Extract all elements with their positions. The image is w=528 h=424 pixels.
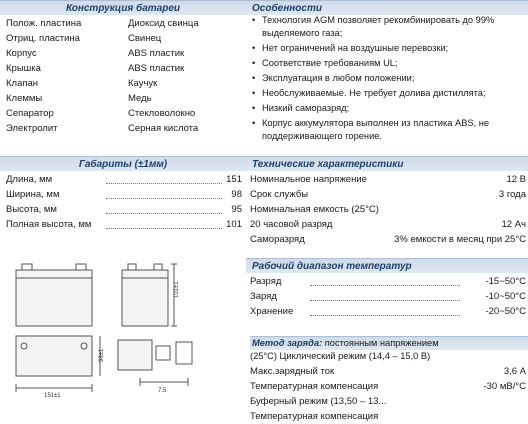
dimension-row [6,202,242,217]
dotted-leader [310,304,460,316]
specs-header: Технические характеристики [246,156,528,171]
spec-row [250,217,526,232]
charge-label: Буферный режим (13,50 – 13... [250,396,387,407]
construction-row [6,106,242,121]
feature-item: • Необслуживаемые. Не требует долива дистиллята; [252,87,522,100]
spec-value: 12 В [506,174,526,185]
charge-label: Макс.зарядный ток [250,366,335,377]
spec-value: 3 года [498,189,526,200]
temps-header: Рабочий диапазон температур [246,258,528,273]
feature-item: • Корпус аккумулятора выполнен из пластика ABS, не поддерживающего горение. [252,117,522,143]
construction-value: Серная кислота [128,123,199,134]
features-header: Особенности [246,0,528,15]
construction-value: Свинец [128,33,162,44]
construction-row [6,121,242,136]
spec-value: 12 Ач [501,219,526,230]
temp-label: Разряд [250,276,282,287]
construction-label: Корпус [6,48,37,59]
temp-row [250,274,526,289]
features-list [252,14,522,145]
construction-label: Отриц. пластина [6,33,80,44]
construction-label: Клапан [6,78,39,89]
construction-label: Электролит [6,123,58,134]
construction-row [6,91,242,106]
spec-row [250,202,526,217]
dotted-leader [310,289,460,301]
construction-row [6,61,242,76]
construction-row [6,31,242,46]
charge-label: Температурная компенсация [250,411,379,422]
dimension-value: 95 [231,204,242,215]
charge-row [250,379,526,394]
feature-item: • Нет ограничений на воздушные перевозки; [252,42,522,55]
dotted-leader [106,172,222,184]
dim-length-label: 151±1 [44,393,61,399]
spec-label: 20 часовой разряд [250,219,333,230]
dotted-leader [310,274,460,286]
construction-label: Клеммы [6,93,43,104]
spec-row [250,187,526,202]
feature-item: • Технология AGM позволяет рекомбинировать до 99% выделяемого газа; [252,14,522,40]
dimension-row [6,187,242,202]
construction-row [6,16,242,31]
dimension-value: 98 [231,189,242,200]
construction-value: Медь [128,93,152,104]
construction-label: Крышка [6,63,41,74]
charge-row [250,409,526,424]
dimension-value: 151 [226,174,242,185]
construction-value: Стекловолокно [128,108,196,119]
battery-drawing [0,252,246,412]
top-view [16,336,92,376]
temp-value: -20~50°C [485,306,526,317]
dim-full-label: 101±1 [174,281,180,298]
charge-row [250,364,526,379]
dimension-label: Полная высота, мм [6,219,92,230]
temp-label: Хранение [250,306,294,317]
charge-row [250,394,526,409]
dimension-label: Длина, мм [6,174,53,185]
construction-value: ABS пластик [128,63,185,74]
temp-value: -10~50°C [485,291,526,302]
feature-item: • Низкий саморазряд; [252,102,522,115]
charge-title: Метод заряда: [252,338,323,348]
temp-label: Заряд [250,291,277,302]
charge-value: 3,6 А [503,366,526,377]
spec-row [250,172,526,187]
dotted-leader [106,202,222,214]
charge-cycle: (25°C) Циклический режим (14,4 – 15,0 В) [250,351,431,361]
spec-label: Номинальная емкость (25°C) [250,204,379,215]
temp-value: -15~50°C [485,276,526,287]
feature-item: • Соответствие требованиям UL; [252,57,522,70]
charge-value: -30 мВ/°C [483,381,526,392]
spec-label: Саморазряд [250,234,305,245]
construction-header: Конструкция батареи [0,0,246,15]
construction-value: Каучук [128,78,158,89]
spec-row [250,232,526,247]
temp-row [250,289,526,304]
construction-value: Диоксид свинца [128,18,199,29]
dotted-leader [106,217,222,229]
terminal-detail [118,340,152,370]
dimensions-header: Габариты (±1мм) [0,156,246,171]
construction-label: Сепаратор [6,108,54,119]
construction-label: Полож. пластина [6,18,82,29]
construction-value: ABS пластик [128,48,185,59]
dimension-label: Высота, мм [6,204,57,215]
construction-row [6,76,242,91]
dimension-value: 101 [226,219,242,230]
dim-small-label: 7.5 [158,388,167,394]
dimension-label: Ширина, мм [6,189,60,200]
spec-label: Срок службы [250,189,309,200]
feature-item: • Эксплуатация в любом положении; [252,72,522,85]
dim-width-label: 98±1 [99,348,105,362]
temp-row [250,304,526,319]
dotted-leader [106,187,222,199]
construction-row [6,46,242,61]
spec-value: 3% емкости в месяц при 25°C [394,234,526,245]
charge-label: Температурная компенсация [250,381,379,392]
dimension-row [6,172,242,187]
dimension-row [6,217,242,232]
charge-intro: постоянным напряжением [324,338,439,348]
charge-method [250,336,528,363]
spec-label: Номинальное напряжение [250,174,367,185]
